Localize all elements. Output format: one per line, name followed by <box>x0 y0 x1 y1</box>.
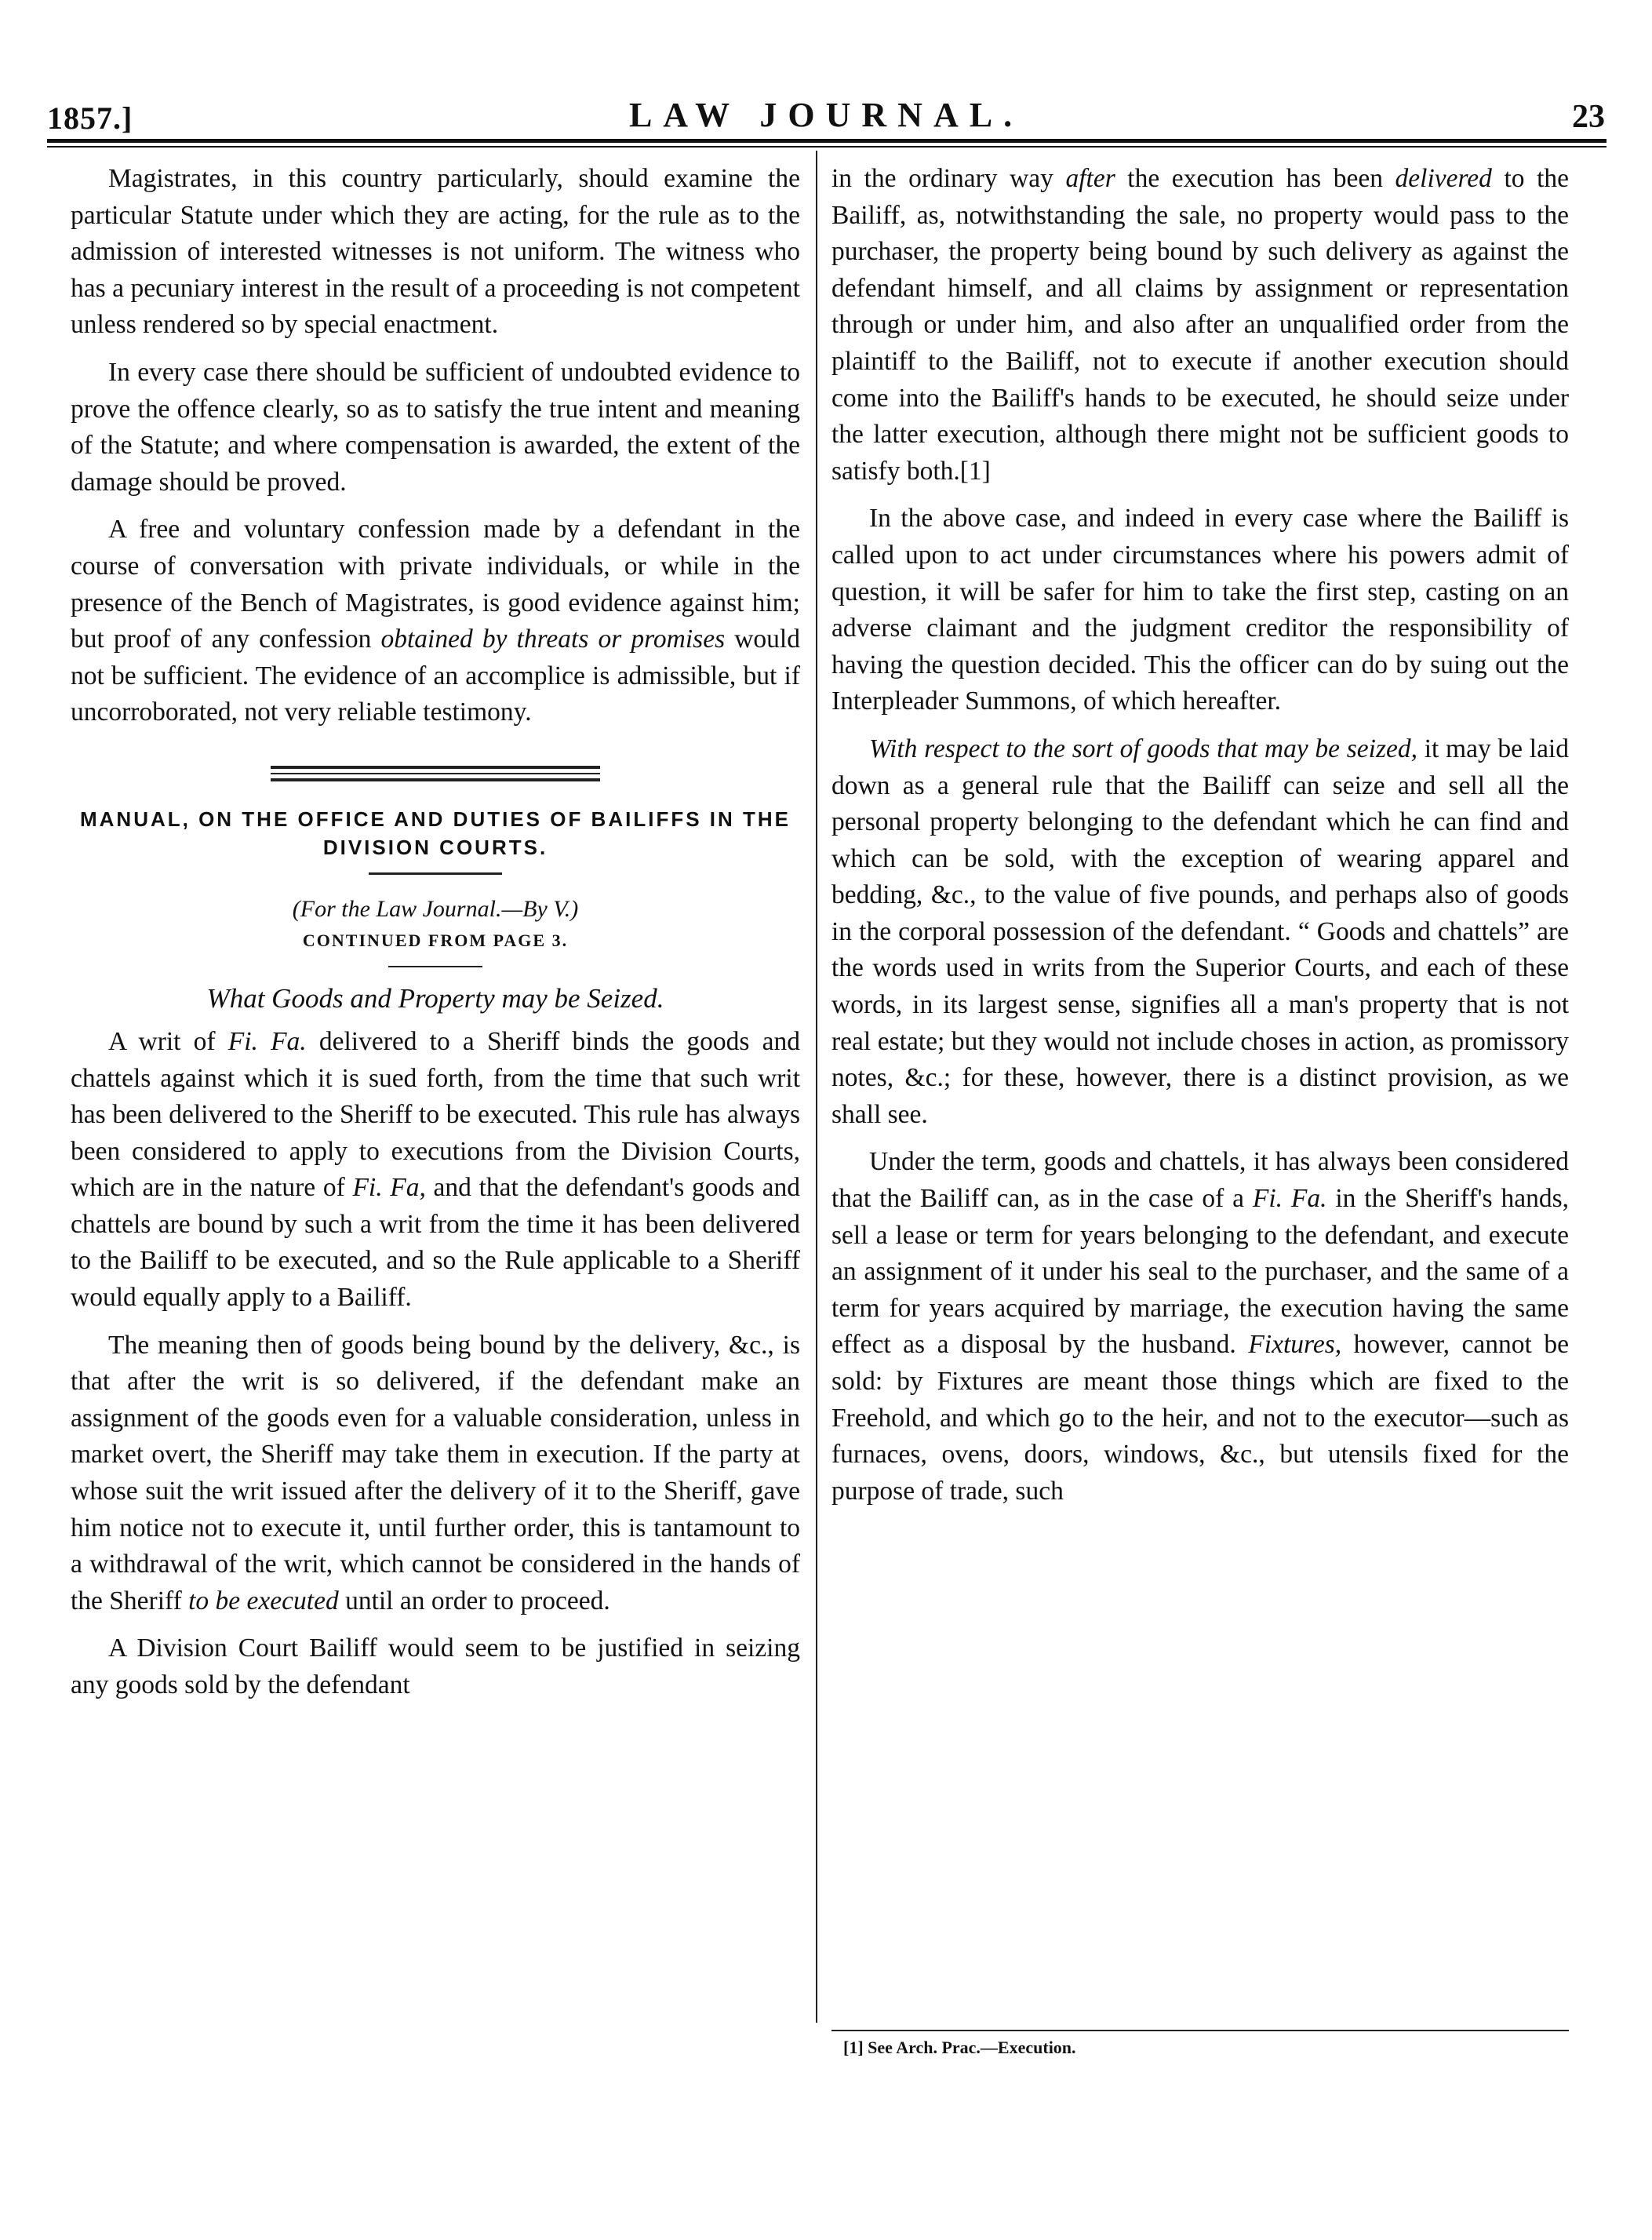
footnote: [1] See Arch. Prac.—Execution. <box>843 2038 1076 2057</box>
section-divider-ornament <box>271 766 600 781</box>
header-rule-thin <box>47 146 1607 148</box>
page-number: 23 <box>1572 99 1605 135</box>
right-column <box>831 161 1569 1521</box>
paragraph-writ-binds: A writ of Fi. Fa. delivered to a Sheriff binds the goods and chattels against which it is sued forth, from the time that such writ has been delivered to the Sheriff to be executed. This rule has always been considered to apply to executions from the Division Courts, which are in the nature of Fi. Fa, and that the defendant's goods and chattels are bound by such a writ from the time it has been delivered to the Bailiff to be executed, and so the Rule applicable to a Sheriff would equally apply to a Bailiff. <box>71 1026 801 1313</box>
paragraph-ordinary-way: in the ordinary way after the execution has been delivered to the Bailiff, as, notwithstanding the sale, no property would pass to the purchaser, the property being bound by such delivery as against the defendant himself, and all claims by assignment or representation through or under him, and also after an unqualified order from the plaintiff to the Bailiff, not to execute if another execution should come into the Bailiff's hands to be executed, he should seize under the latter execution, although there might not be sufficient goods to satisfy both.[1] <box>831 164 1569 486</box>
journal-title: LAW JOURNAL. <box>628 96 1024 134</box>
byline: (For the Law Journal.—By V.) <box>292 895 579 922</box>
byline-rule <box>388 966 482 967</box>
left-column <box>71 161 800 1715</box>
paragraph-goods-and-chattels: Under the term, goods and chattels, it has always been considered that the Bailiff can, as in the case of a Fi. Fa. in the Sheriff's hands, sell a lease or term for years belonging to the defendant, and execute an assignment of it under his seal to the purchaser, and the same of a term for years acquired by marriage, the execution having the same effect as a disposal by the husband. Fixtures, however, cannot be sold: by Fixtures are meant those things which are fixed to the Freehold, and which go to the heir, and not to the executor—such as furnaces, ovens, doors, windows, &c., but utensils fixed for the purpose of trade, such <box>831 1147 1569 1506</box>
page-header <box>0 90 1652 137</box>
paragraph-bailiff-justified: A Division Court Bailiff would seem to be justified in seizing any goods sold by the defendant <box>71 1634 800 1699</box>
paragraph-interpleader: In the above case, and indeed in every case where the Bailiff is called upon to act under circumstances where his powers admit of question, it will be safer for him to take the first step, casting on an adverse claimant and the judgment creditor the responsibility of having the question decided. This the officer can do by suing out the Interpleader Summons, of which hereafter. <box>831 504 1569 716</box>
title-rule <box>369 872 502 875</box>
paragraph-meaning-bound: The meaning then of goods being bound by the delivery, &c., is that after the writ is so delivered, if the defendant make an assignment of the goods even for a valuable consideration, unless in market overt, the Sheriff may take them in execution. If the party at whose suit the writ issued after the delivery of it to the Sheriff, gave him notice not to execute it, until further order, this is tantamount to a withdrawal of the writ, which cannot be considered in the hands of the Sheriff to be executed until an order to proceed. <box>71 1330 800 1615</box>
paragraph-sort-of-goods: With respect to the sort of goods that may be seized, it may be laid down as a general rule that the Bailiff can seize and sell all the personal property belonging to the defendant which he can find and which can be sold, with the exception of wearing apparel and bedding, &c., to the value of five pounds, and perhaps also of goods in the corporal possession of the defendant. “ Goods and chattels” are the words used in writs from the Superior Courts, and each of these words, in its largest sense, signifies all a man's property that is not real estate; but they would not include choses in action, as promissory notes, &c.; for these, however, there is a distinct provision, as we shall see. <box>831 734 1569 1129</box>
header-rule-thick <box>47 139 1607 143</box>
paragraph-interested-witnesses: Magistrates, in this country particularly, should examine the particular Statute under which they are acting, for the rule as to the admission of interested witnesses is not uniform. The witness who has a pecuniary interest in the result of a proceeding is not competent unless rendered so by special enactment. <box>71 164 800 340</box>
subheading: What Goods and Property may be Seized. <box>206 982 664 1014</box>
section-title: MANUAL, ON THE OFFICE AND DUTIES OF BAILIFFS IN THE DIVISION COURTS. <box>79 807 791 859</box>
continued-note: CONTINUED FROM PAGE 3. <box>302 930 569 950</box>
footnote-rule <box>831 2030 1569 2031</box>
column-divider <box>816 151 817 2023</box>
header-year: 1857.] <box>47 100 133 136</box>
paragraph-sufficient-evidence: In every case there should be sufficient of undoubted evidence to prove the offence clearly, so as to satisfy the true intent and meaning of the Statute; and where compensation is awarded, the extent of the damage should be proved. <box>71 357 800 497</box>
paragraph-confession: A free and voluntary confession made by a defendant in the course of conversation with private individuals, or while in the presence of the Bench of Magistrates, is good evidence against him; but proof of any confession obtained by threats or promises would not be sufficient. The evidence of an accomplice is admissible, but if uncorroborated, not very reliable testimony. <box>71 515 800 727</box>
